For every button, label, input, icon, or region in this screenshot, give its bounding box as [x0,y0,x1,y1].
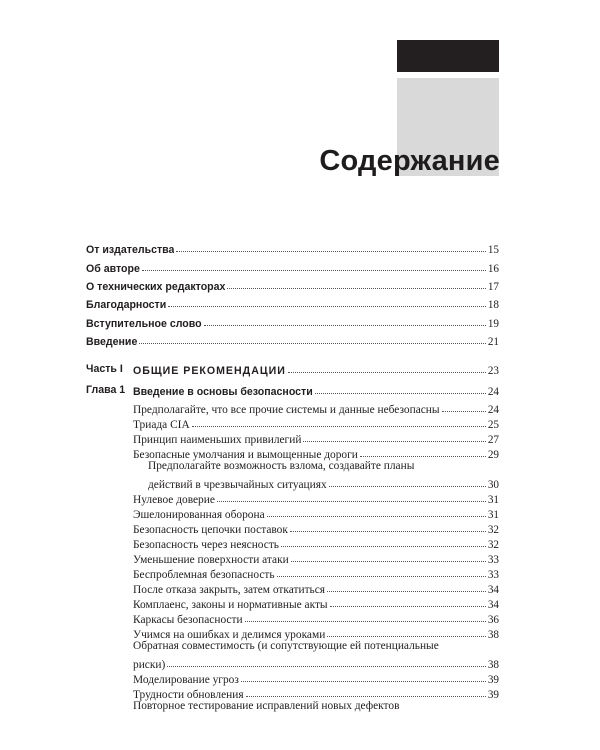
toc-page-number: 27 [487,434,499,446]
toc-entry-introduction[interactable] [86,332,499,348]
toc-entry-text: Вступительное слово [86,318,202,330]
toc-page-number: 21 [487,336,499,348]
toc-entry-text: Благодарности [86,299,167,311]
toc-page-number: 30 [487,479,499,491]
toc-entry-text: действий в чрезвычайных ситуациях [148,479,327,491]
toc-page-number: 32 [487,539,499,551]
toc-page-number: 39 [487,674,499,686]
dot-leader [246,696,486,697]
toc-entry-publisher[interactable] [86,240,499,256]
toc-section[interactable] [133,400,499,416]
toc-section[interactable] [133,445,499,461]
toc-page-number: 23 [487,365,499,377]
toc-entry-text: Каркасы безопасности [133,614,243,626]
toc-subsection-line1[interactable]: Предполагайте возможность взлома, создавайте планы [148,460,415,472]
toc-entry-text: После отказа закрыть, затем откатиться [133,584,326,596]
toc-entry-text: Принцип наименьших привилегий [133,434,302,446]
toc-page-number: 33 [487,554,499,566]
toc-entry-text: ОБЩИЕ РЕКОМЕНДАЦИИ [133,365,286,377]
toc-entry-text: От издательства [86,244,175,256]
toc-entry-text: Беспроблемная безопасность [133,569,275,581]
dot-leader [281,546,486,547]
toc-entry-text: Введение [86,336,138,348]
part-label: Часть I [86,363,123,375]
dot-leader [267,516,486,517]
toc-section[interactable] [133,580,499,596]
toc-section[interactable] [133,505,499,521]
toc-section[interactable] [133,520,499,536]
toc-entry-about-author[interactable] [86,259,499,275]
dot-leader [227,288,485,289]
toc-section[interactable] [133,550,499,566]
toc-entry-text: О технических редакторах [86,281,226,293]
dot-leader [327,636,486,637]
toc-entry-tech-editors[interactable] [86,277,499,293]
toc-page-number: 31 [487,509,499,521]
toc-section[interactable] [133,535,499,551]
dot-leader [291,561,486,562]
toc-entry-acknowledgements[interactable] [86,295,499,311]
toc-section[interactable] [133,430,499,446]
dot-leader [142,270,486,271]
dot-leader [217,501,486,502]
toc-page-number: 38 [487,629,499,641]
toc-entry-text: риски) [133,659,166,671]
toc-page-number: 15 [487,244,499,256]
dot-leader [327,591,486,592]
toc-entry-part-1[interactable] [133,361,499,377]
toc-page-number: 32 [487,524,499,536]
toc-entry-text: Моделирование угроз [133,674,239,686]
toc-section[interactable] [133,685,499,701]
dot-leader [277,576,486,577]
toc-section[interactable] [133,565,499,581]
toc-section-line1[interactable]: Обратная совместимость (и сопутствующие ей потенциальные [133,640,439,652]
toc-page-number: 29 [487,449,499,461]
toc-entry-foreword[interactable] [86,314,499,330]
toc-section[interactable] [133,415,499,431]
toc-entry-text: Трудности обновления [133,689,244,701]
toc-subsection[interactable] [148,475,499,491]
dot-leader [329,486,486,487]
dot-leader [442,411,486,412]
dot-leader [360,456,486,457]
toc-page-number: 33 [487,569,499,581]
dot-leader [241,681,486,682]
toc-entry-text: Предполагайте, что все прочие системы и данные небезопасны [133,404,440,416]
dot-leader [139,343,485,344]
toc-section[interactable] [133,490,499,506]
toc-page-number: 34 [487,584,499,596]
dot-leader [315,393,486,394]
toc-entry-text: Безопасные умолчания и вымощенные дороги [133,449,358,461]
toc-page-number: 34 [487,599,499,611]
toc-section[interactable] [133,595,499,611]
toc-page-number: 31 [487,494,499,506]
toc-entry-text: Нулевое доверие [133,494,215,506]
toc-entry-text: Введение в основы безопасности [133,386,313,398]
toc-entry-text: Об авторе [86,263,140,275]
toc-section[interactable] [133,610,499,626]
dot-leader [303,441,485,442]
dot-leader [192,426,486,427]
toc-section[interactable] [133,670,499,686]
toc-page-number: 24 [487,386,499,398]
toc-entry-text: Учимся на ошибках и делимся уроками [133,629,326,641]
toc-entry-text: Безопасность цепочки поставок [133,524,288,536]
toc-page-number: 24 [487,404,499,416]
toc-entry-text: Триада CIA [133,419,190,431]
toc-page-number: 17 [487,281,499,293]
page-title: Содержание [319,145,500,177]
toc-page-number: 39 [487,689,499,701]
dot-leader [204,325,486,326]
dot-leader [176,251,485,252]
dot-leader [245,621,486,622]
dot-leader [330,606,486,607]
toc-page-number: 18 [487,299,499,311]
toc-entry-text: Уменьшение поверхности атаки [133,554,289,566]
toc-page-number: 16 [487,263,499,275]
dot-leader [290,531,486,532]
dot-leader [168,306,486,307]
toc-section[interactable] [133,655,499,671]
toc-entry-chapter-1[interactable] [133,382,499,398]
dot-leader [167,666,486,667]
toc-entry-text: Эшелонированная оборона [133,509,265,521]
toc-section-last[interactable]: Повторное тестирование исправлений новых дефектов [133,700,400,712]
chapter-label: Глава 1 [86,384,126,396]
dot-leader [288,372,486,373]
toc-page-number: 38 [487,659,499,671]
toc-page-number: 25 [487,419,499,431]
toc-page-number: 36 [487,614,499,626]
toc-page-number: 19 [487,318,499,330]
toc-entry-text: Комплаенс, законы и нормативные акты [133,599,328,611]
toc-section[interactable] [133,625,499,641]
toc-entry-text: Безопасность через неясность [133,539,279,551]
